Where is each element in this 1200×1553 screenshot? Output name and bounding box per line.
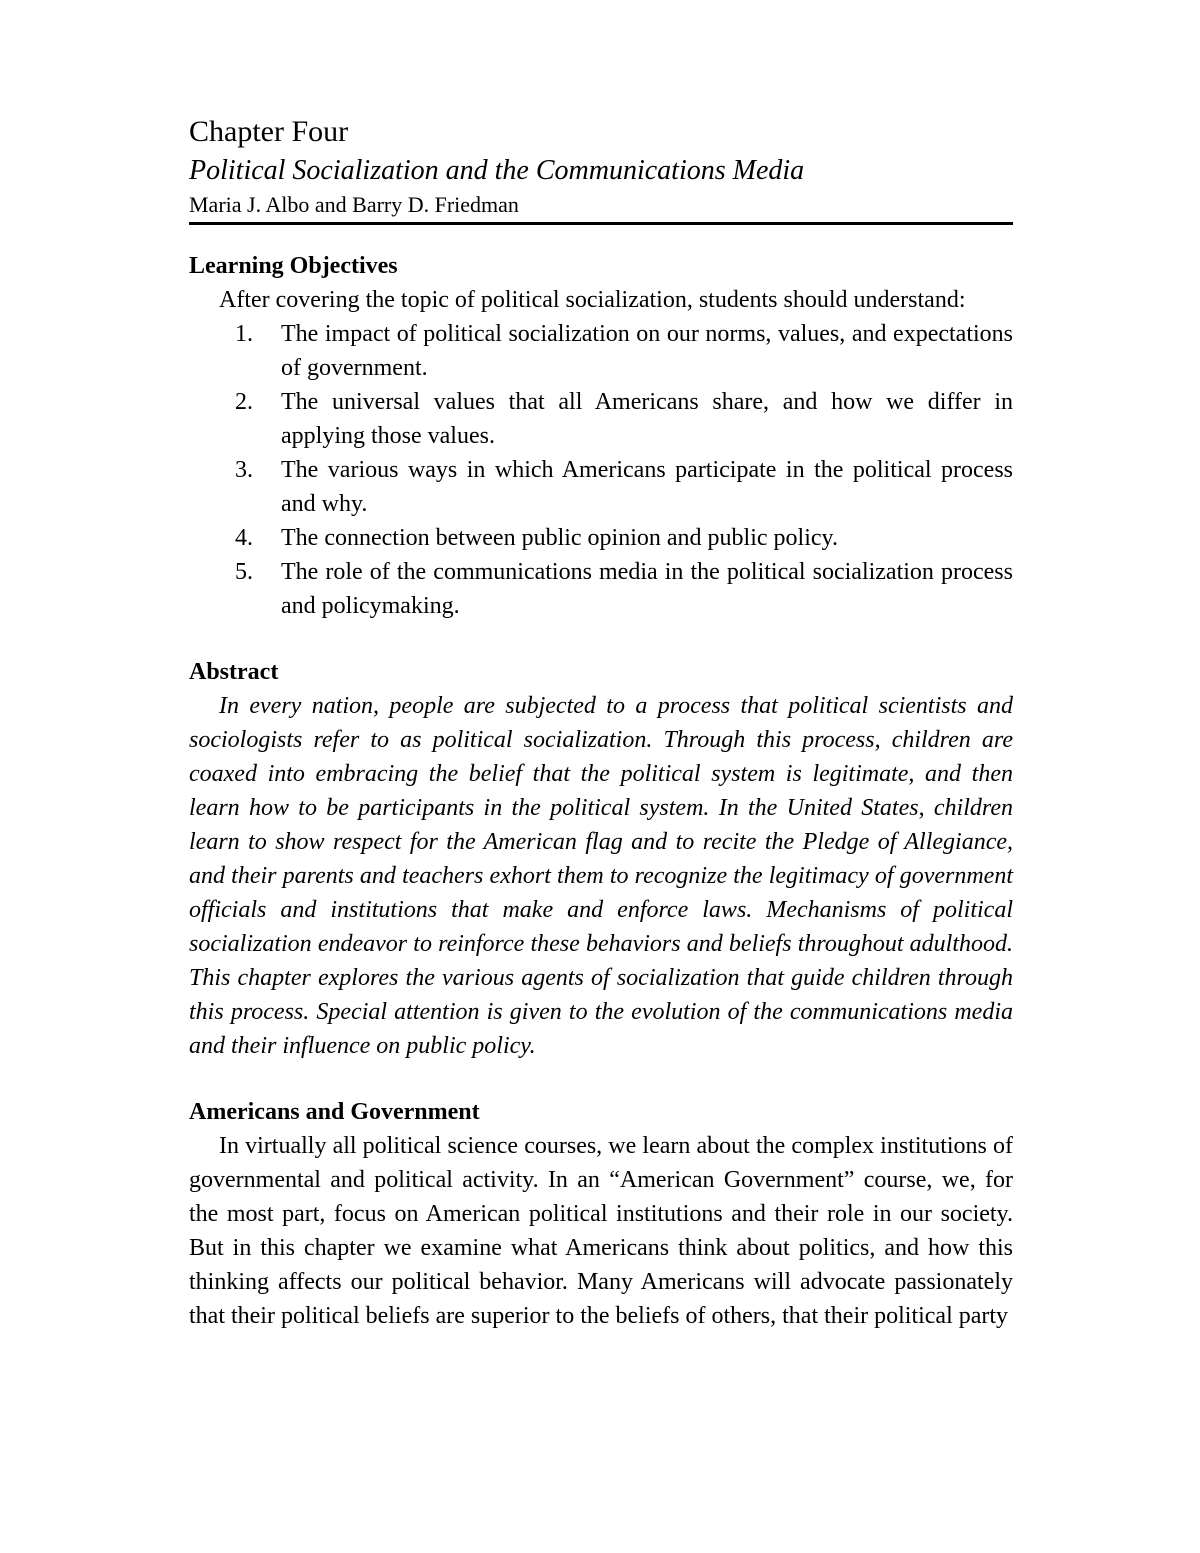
list-item — [189, 317, 1013, 385]
americans-and-government-section — [189, 1095, 1013, 1333]
list-item — [189, 453, 1013, 521]
list-item-text: The universal values that all Americans share, and how we differ in applying those values. — [281, 389, 1013, 449]
abstract-section — [189, 655, 1013, 1063]
list-item — [189, 385, 1013, 453]
list-item — [189, 521, 1013, 555]
spacer — [189, 1063, 1013, 1095]
chapter-number: Chapter Four — [189, 115, 349, 148]
list-item-number: 2. — [235, 389, 253, 415]
document-page — [189, 112, 1013, 1333]
list-item-text: The connection between public opinion and public policy. — [281, 525, 838, 551]
learning-objectives-intro: After covering the topic of political socialization, students should understand: — [219, 287, 966, 313]
list-item-number: 3. — [235, 457, 253, 483]
objectives-list — [189, 317, 1013, 623]
learning-objectives-section — [189, 249, 1013, 623]
list-item — [189, 555, 1013, 623]
americans-and-government-heading: Americans and Government — [189, 1099, 480, 1125]
chapter-authors: Maria J. Albo and Barry D. Friedman — [189, 192, 519, 217]
chapter-title: Political Socialization and the Communications Media — [189, 155, 805, 186]
list-item-text: The various ways in which Americans participate in the political process and why. — [281, 457, 1013, 517]
spacer — [189, 225, 1013, 249]
list-item-text: The role of the communications media in the political socialization process and policymaking. — [281, 559, 1013, 619]
list-item-number: 1. — [235, 321, 253, 347]
americans-and-government-text: In virtually all political science courses, we learn about the complex institutions of governmental and political activity. In an “American Government” course, we, for the most part, focus on American political institutions and their role in our society. But in this chapter we examine what Americans think about politics, and how this thinking affects our political behavior. Many Americans will advocate passionately that their political beliefs are superior to the beliefs of others, that their political party — [189, 1133, 1013, 1329]
list-item-text: The impact of political socialization on our norms, values, and expectations of government. — [281, 321, 1013, 381]
list-item-number: 4. — [235, 525, 253, 551]
abstract-heading: Abstract — [189, 659, 279, 685]
spacer — [189, 623, 1013, 655]
list-item-number: 5. — [235, 559, 253, 585]
learning-objectives-heading: Learning Objectives — [189, 253, 398, 279]
abstract-text: In every nation, people are subjected to a process that political scientists and sociologists refer to as political socialization. Through this process, children are coaxed into embracing the belief that the political system is legitimate, and then learn how to be participants in the political system. In the United States, children learn to show respect for the American flag and to recite the Pledge of Allegiance, and their parents and teachers exhort them to recognize the legitimacy of government officials and institutions that make and enforce laws. Mechanisms of political socialization endeavor to reinforce these behaviors and beliefs throughout adulthood. This chapter explores the various agents of socialization that guide children through this process. Special attention is given to the evolution of the communications media and their influence on public policy. — [189, 693, 1013, 1059]
